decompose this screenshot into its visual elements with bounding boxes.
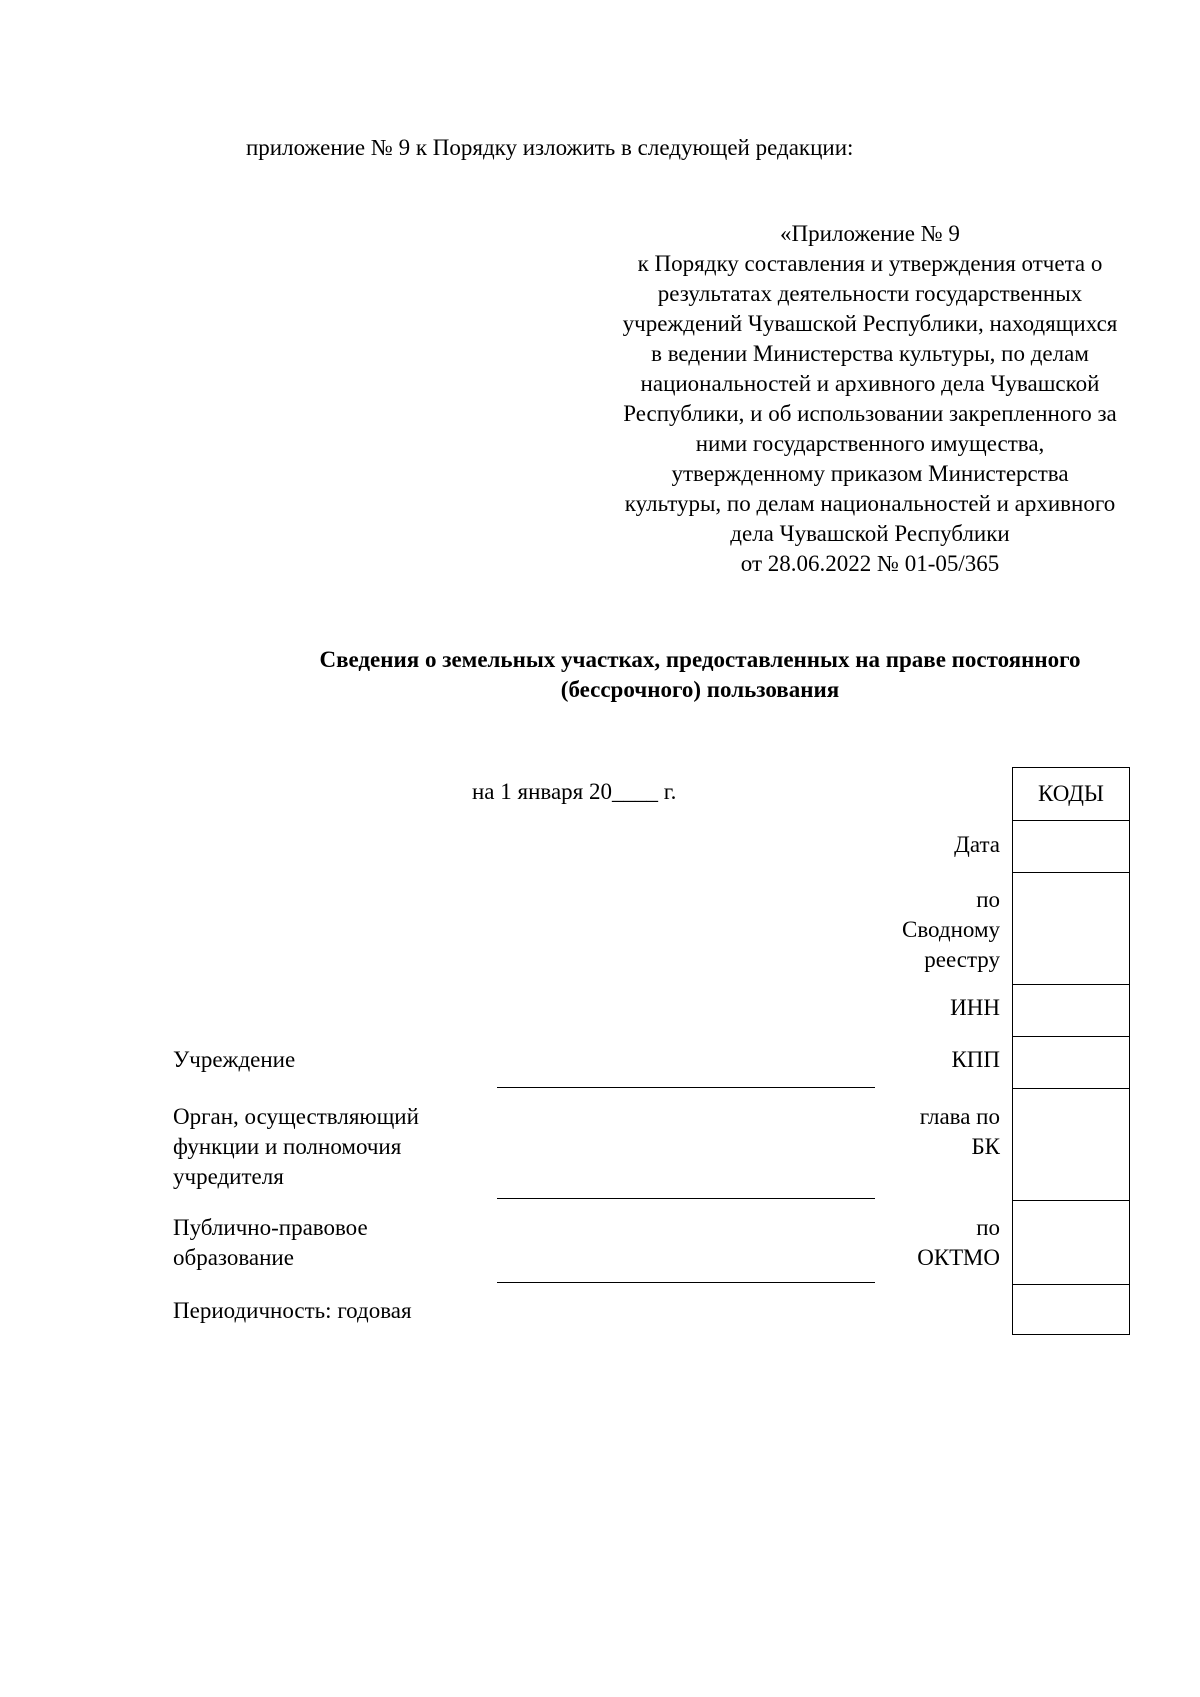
code-cell-registry[interactable]: [1013, 872, 1129, 985]
institution-field[interactable]: [497, 1087, 875, 1088]
approval-line: Республики, и об использовании закрепленного за: [623, 401, 1117, 426]
approval-line: «Приложение № 9: [780, 221, 960, 246]
label-public-entity: [173, 1213, 368, 1273]
label-founder-line: функции и полномочия: [173, 1134, 402, 1159]
approval-line: национальностей и архивного дела Чувашской: [640, 371, 1100, 396]
intro-text: приложение № 9 к Порядку изложить в следующей редакции:: [246, 135, 854, 160]
approval-line: ними государственного имущества,: [695, 431, 1045, 456]
approval-line: к Порядку составления и утверждения отчета о: [637, 251, 1103, 276]
label-founder-line: учредителя: [173, 1164, 284, 1189]
codes-header: КОДЫ: [1038, 781, 1104, 806]
code-cell-oktmo[interactable]: [1013, 1200, 1129, 1285]
public-entity-field[interactable]: [497, 1282, 875, 1283]
label-registry: [902, 885, 1000, 975]
approval-line: от 28.06.2022 № 01-05/365: [740, 551, 1000, 576]
label-kpp: КПП: [951, 1047, 1000, 1072]
label-date: Дата: [954, 832, 1000, 857]
label-registry-line: Сводному: [901, 917, 1000, 942]
approval-line: культуры, по делам национальностей и архивного: [624, 491, 1116, 516]
title-line: Сведения о земельных участках, предоставленных на праве постоянного: [319, 647, 1081, 672]
label-glava-line: глава по: [919, 1104, 1000, 1129]
code-cell-inn[interactable]: [1013, 984, 1129, 1037]
label-registry-line: по: [976, 887, 1000, 912]
approval-line: дела Чувашской Республики: [730, 521, 1010, 546]
document-title: [220, 645, 1180, 705]
approval-line: в ведении Министерства культуры, по делам: [651, 341, 1089, 366]
as-of-date: на 1 января 20____ г.: [472, 779, 677, 804]
label-institution: Учреждение: [173, 1047, 296, 1072]
codes-table: [1012, 767, 1130, 1335]
label-oktmo: [917, 1213, 1000, 1273]
approval-block: [560, 219, 1180, 579]
founder-field[interactable]: [497, 1198, 875, 1199]
label-periodicity: Периодичность: годовая: [173, 1298, 412, 1323]
code-cell-kpp[interactable]: [1013, 1036, 1129, 1089]
code-cell-glava-bk[interactable]: [1013, 1088, 1129, 1201]
label-oktmo-line: по: [976, 1215, 1000, 1240]
label-founder: [173, 1102, 419, 1192]
label-registry-line: реестру: [924, 947, 1000, 972]
code-cell-date[interactable]: [1013, 820, 1129, 873]
label-inn: ИНН: [950, 995, 1000, 1020]
approval-line: результатах деятельности государственных: [657, 281, 1083, 306]
label-glava-line: БК: [971, 1134, 1000, 1159]
title-line: (бессрочного) пользования: [560, 677, 840, 702]
approval-line: утвержденному приказом Министерства: [671, 461, 1069, 486]
approval-line: учреждений Чувашской Республики, находящихся: [622, 311, 1118, 336]
label-glava-bk: [920, 1102, 1000, 1162]
code-cell-periodicity[interactable]: [1013, 1284, 1129, 1335]
label-public-entity-line: образование: [173, 1245, 294, 1270]
label-public-entity-line: Публично-правовое: [173, 1215, 368, 1240]
label-oktmo-line: ОКТМО: [917, 1245, 1000, 1270]
label-founder-line: Орган, осуществляющий: [173, 1104, 419, 1129]
